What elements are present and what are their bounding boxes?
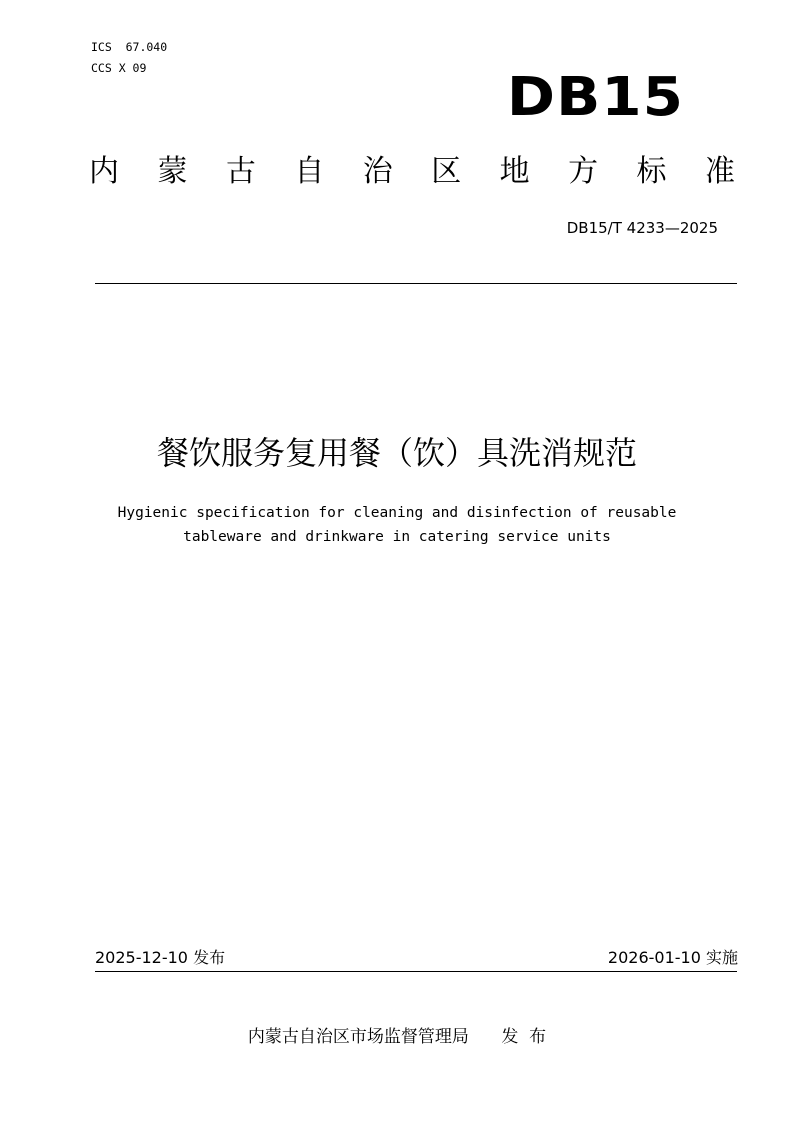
ics-code: ICS 67.040 xyxy=(91,40,168,54)
standard-type-char: 标 xyxy=(636,154,667,189)
standard-type-heading xyxy=(89,152,735,192)
standard-type-char: 区 xyxy=(431,154,462,189)
db15-logo: DB15 xyxy=(506,65,684,128)
ccs-code: CCS X 09 xyxy=(91,61,147,75)
document-title-english xyxy=(0,501,794,549)
standard-type-char: 内 xyxy=(89,154,119,189)
standard-type-char: 方 xyxy=(568,154,599,189)
publish-date: 2025-12-10 发布 xyxy=(95,948,226,967)
footer-divider xyxy=(95,971,737,972)
standard-code: DB15/T 4233—2025 xyxy=(566,219,718,237)
header-divider xyxy=(95,283,737,284)
issuer-name: 内蒙古自治区市场监督管理局 xyxy=(247,1027,469,1047)
english-title-line-2: tableware and drinkware in catering service units xyxy=(183,529,611,545)
standard-type-char: 地 xyxy=(499,154,530,189)
standard-type-char: 准 xyxy=(704,154,735,189)
document-title-chinese: 餐饮服务复用餐（饮）具洗消规范 xyxy=(156,434,637,472)
standard-type-char: 自 xyxy=(294,154,325,189)
standard-type-char: 治 xyxy=(362,154,393,189)
issuer-action: 发 布 xyxy=(501,1027,547,1047)
standard-type-char: 蒙 xyxy=(157,154,188,189)
standard-type-char: 古 xyxy=(225,154,256,189)
issuing-authority xyxy=(0,1025,794,1049)
implementation-date: 2026-01-10 实施 xyxy=(607,948,738,967)
english-title-line-1: Hygienic specification for cleaning and disinfection of reusable xyxy=(117,505,677,521)
